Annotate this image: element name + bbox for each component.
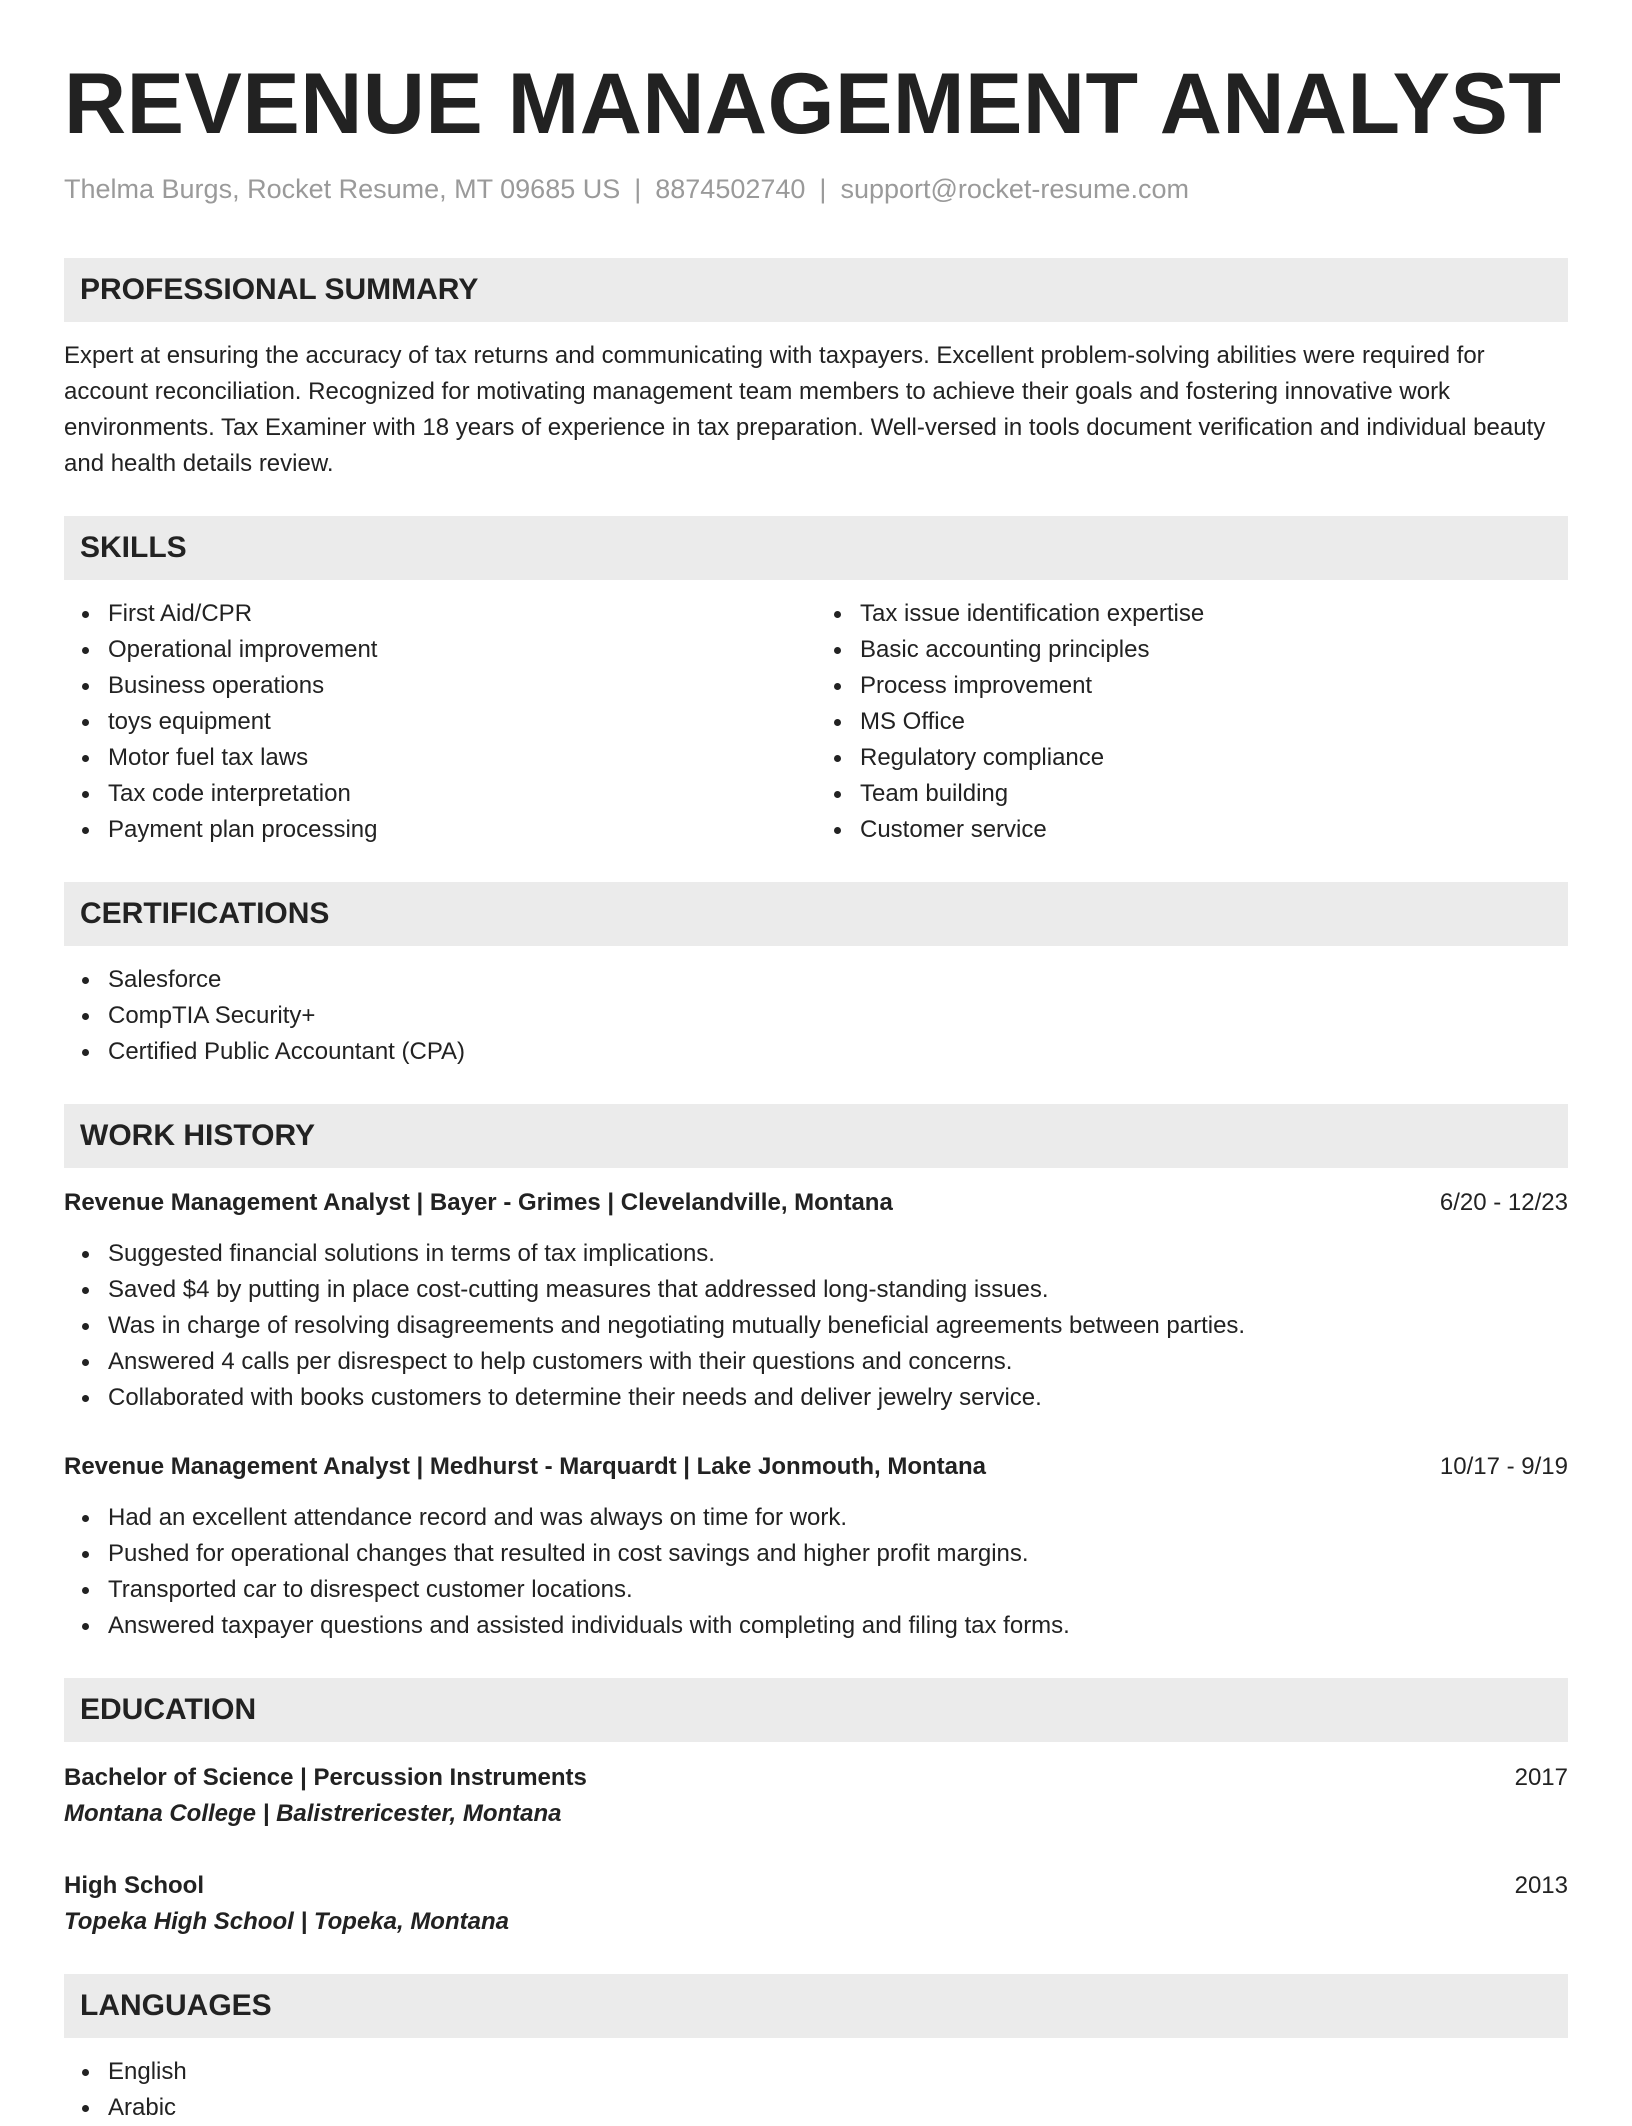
contact-separator: |: [634, 174, 642, 204]
job-bullet: Pushed for operational changes that resulted in cost savings and higher profit margins.: [108, 1536, 1568, 1572]
job-header: [64, 1186, 1568, 1220]
resume-page: [64, 52, 1568, 2126]
section-heading-education: EDUCATION: [64, 1678, 1568, 1742]
languages-list: [64, 2054, 1568, 2126]
certification-item: Salesforce: [108, 962, 1568, 998]
job-bullet: Answered 4 calls per disrespect to help customers with their questions and concerns.: [108, 1344, 1568, 1380]
job-header: [64, 1450, 1568, 1484]
section-heading-languages: LANGUAGES: [64, 1974, 1568, 2038]
job-entry: [64, 1186, 1568, 1416]
skill-item: toys equipment: [108, 704, 816, 740]
education-school: Topeka High School | Topeka, Montana: [64, 1908, 509, 1935]
education-header: [64, 1868, 1568, 1904]
skill-item: Process improvement: [860, 668, 1568, 704]
contact-separator: |: [819, 174, 827, 204]
job-bullets: [64, 1500, 1568, 1644]
skill-item: Basic accounting principles: [860, 632, 1568, 668]
job-bullet: Had an excellent attendance record and was always on time for work.: [108, 1500, 1568, 1536]
language-item: English: [108, 2054, 1568, 2090]
job-bullet: Collaborated with books customers to determine their needs and deliver jewelry service.: [108, 1380, 1568, 1416]
contact-address: Thelma Burgs, Rocket Resume, MT 09685 US: [64, 174, 621, 204]
contact-line: [64, 172, 1568, 206]
job-bullet: Answered taxpayer questions and assisted individuals with completing and filing tax forms.: [108, 1608, 1568, 1644]
education-header: [64, 1760, 1568, 1796]
job-title: Revenue Management Analyst | Medhurst - Marquardt | Lake Jonmouth, Montana: [64, 1453, 986, 1480]
job-bullet: Saved $4 by putting in place cost-cutting measures that addressed long-standing issues.: [108, 1272, 1568, 1308]
job-bullet: Transported car to disrespect customer locations.: [108, 1572, 1568, 1608]
skill-item: Regulatory compliance: [860, 740, 1568, 776]
job-bullet: Suggested financial solutions in terms of tax implications.: [108, 1236, 1568, 1272]
contact-phone: 8874502740: [655, 174, 806, 204]
certification-item: Certified Public Accountant (CPA): [108, 1034, 1568, 1070]
job-title: Revenue Management Analyst | Bayer - Grimes | Clevelandville, Montana: [64, 1189, 893, 1216]
education-entry: [64, 1760, 1568, 1832]
skills-list-left: [64, 596, 816, 848]
skill-item: Motor fuel tax laws: [108, 740, 816, 776]
education-degree: High School: [64, 1872, 204, 1899]
job-bullet: Was in charge of resolving disagreements and negotiating mutually beneficial agreements between parties.: [108, 1308, 1568, 1344]
skill-item: Customer service: [860, 812, 1568, 848]
skill-item: Business operations: [108, 668, 816, 704]
education-degree: Bachelor of Science | Percussion Instruments: [64, 1764, 587, 1791]
skill-item: Tax code interpretation: [108, 776, 816, 812]
skills-list-right: [816, 596, 1568, 848]
job-dates: 6/20 - 12/23: [1439, 1189, 1568, 1216]
skill-item: Team building: [860, 776, 1568, 812]
certification-item: CompTIA Security+: [108, 998, 1568, 1034]
education-year: 2013: [1514, 1872, 1568, 1899]
education-year: 2017: [1514, 1764, 1568, 1791]
job-dates: 10/17 - 9/19: [1439, 1453, 1568, 1480]
job-bullets: [64, 1236, 1568, 1416]
skill-item: Payment plan processing: [108, 812, 816, 848]
section-heading-certifications: CERTIFICATIONS: [64, 882, 1568, 946]
section-heading-work-history: WORK HISTORY: [64, 1104, 1568, 1168]
skill-item: Tax issue identification expertise: [860, 596, 1568, 632]
language-item: Arabic: [108, 2090, 1568, 2126]
certifications-list: [64, 962, 1568, 1070]
section-heading-summary: PROFESSIONAL SUMMARY: [64, 258, 1568, 322]
education-entry: [64, 1868, 1568, 1940]
education-school: Montana College | Balistrericester, Montana: [64, 1800, 562, 1827]
resume-title: REVENUE MANAGEMENT ANALYST: [64, 56, 1562, 152]
skill-item: First Aid/CPR: [108, 596, 816, 632]
skills-grid: [64, 580, 1568, 848]
contact-email: support@rocket-resume.com: [840, 174, 1189, 204]
skill-item: MS Office: [860, 704, 1568, 740]
job-entry: [64, 1450, 1568, 1644]
summary-text: Expert at ensuring the accuracy of tax returns and communicating with taxpayers. Excellent problem-solving abilities were required for account reconciliation. Recognized for motivating management team members to achieve their goals and fostering innovative work environments. Tax Examiner with 18 years of experience in tax preparation. Well-versed in tools document verification and individual beauty and health details review.: [64, 342, 1546, 477]
section-heading-skills: SKILLS: [64, 516, 1568, 580]
skill-item: Operational improvement: [108, 632, 816, 668]
